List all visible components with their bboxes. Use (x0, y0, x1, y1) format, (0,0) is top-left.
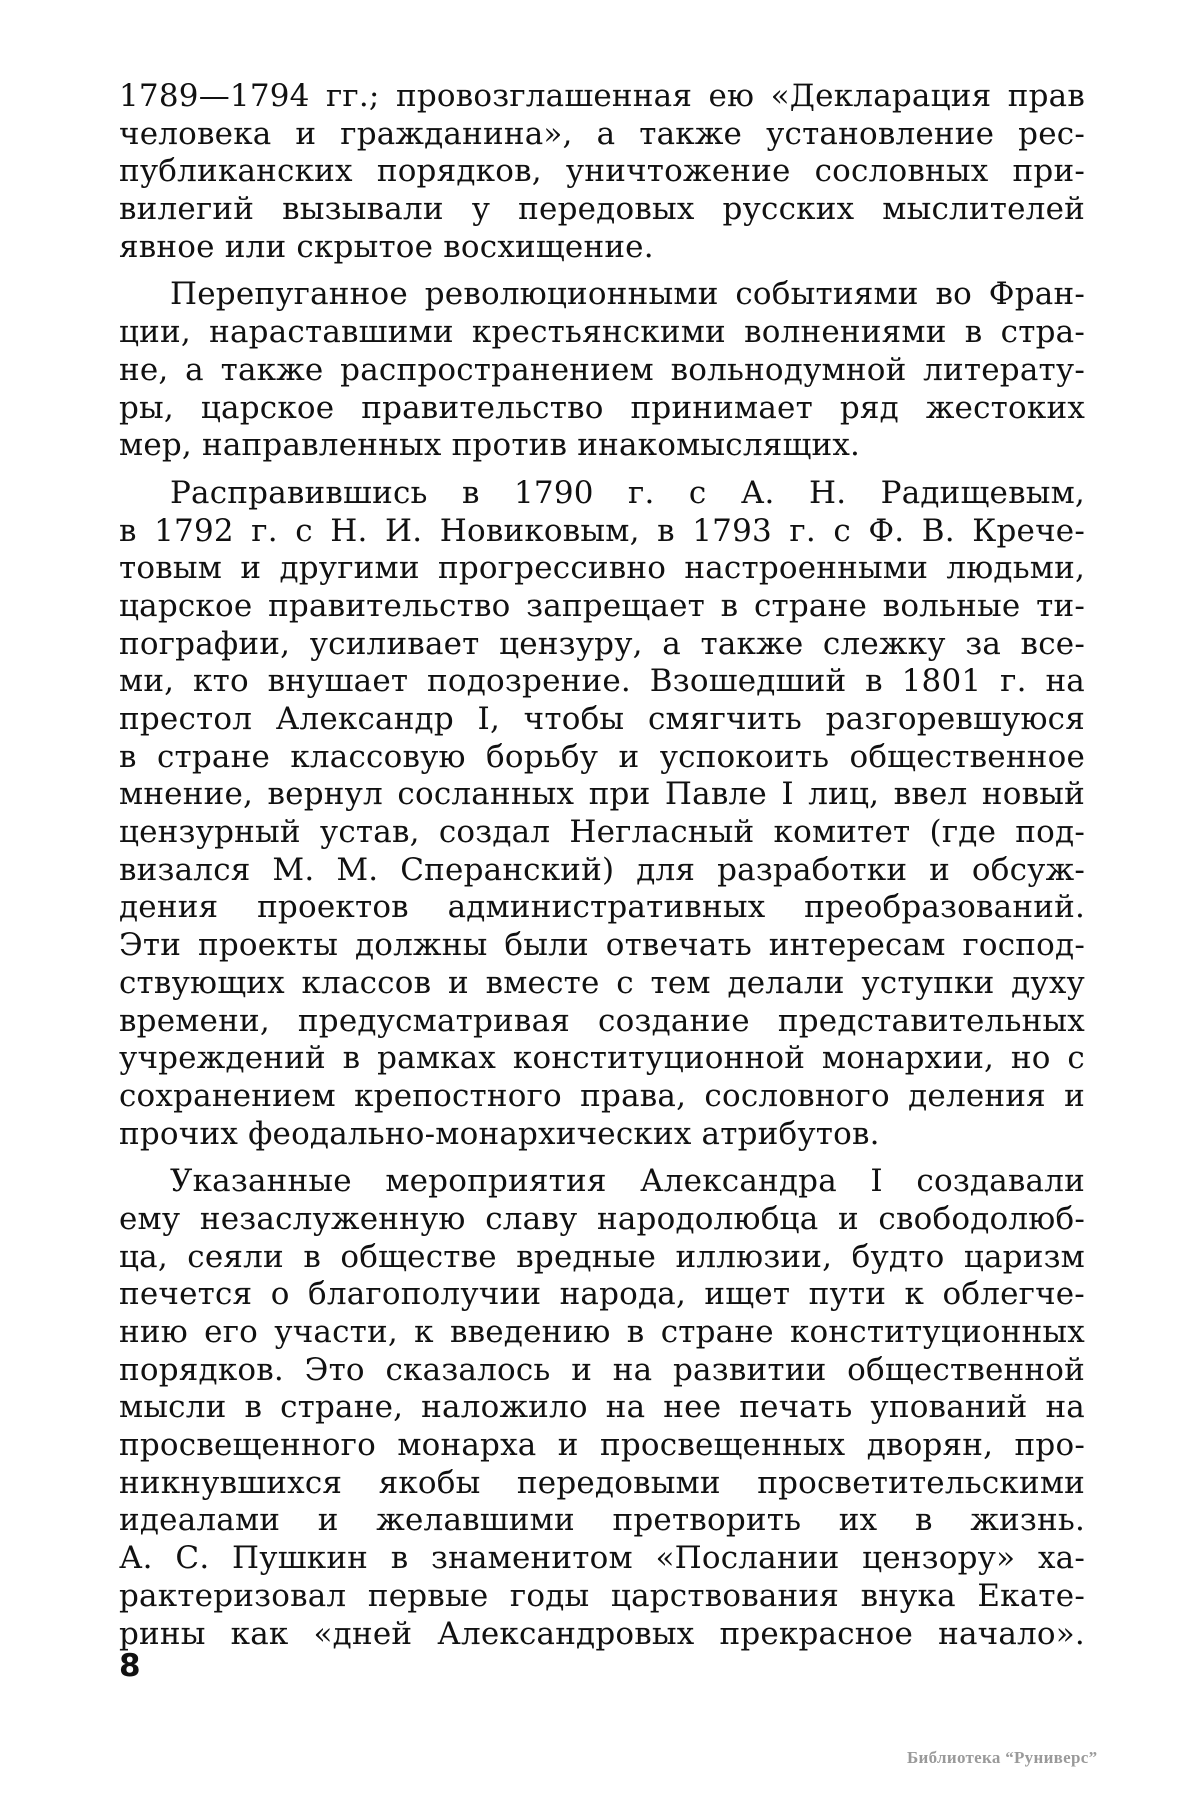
text-line: в 1792 г. с Н. И. Новиковым, в 1793 г. с Ф. В. Крече- (119, 512, 1085, 549)
text-line: мнение, вернул сосланных при Павле I лиц, ввел новый (119, 776, 1085, 813)
text-line: Указанные мероприятия Александра I создавали (170, 1163, 1085, 1200)
body-text (119, 78, 1085, 1653)
text-line: Эти проекты должны были отвечать интересам господ- (119, 927, 1085, 964)
text-line: порядков. Это сказалось и на развитии общественной (119, 1351, 1085, 1388)
text-line: ми, кто внушает подозрение. Взошедший в 1801 г. на (119, 663, 1085, 700)
text-line: никнувшихся якобы передовыми просветительскими (119, 1464, 1085, 1501)
text-line: товым и другими прогрессивно настроенными людьми, (119, 550, 1085, 587)
text-line: ции, нараставшими крестьянскими волнениями в стра- (119, 314, 1085, 351)
text-line: просвещенного монарха и просвещенных дворян, про- (119, 1427, 1085, 1464)
text-line: ца, сеяли в обществе вредные иллюзии, будто царизм (119, 1238, 1085, 1275)
page-number: 8 (119, 1648, 141, 1684)
text-line: А. С. Пушкин в знаменитом «Послании цензору» ха- (119, 1540, 1085, 1577)
text-line: цензурный устав, создал Негласный комитет (где под- (119, 814, 1085, 851)
text-line: прочих феодально-монархических атрибутов. (119, 1115, 880, 1152)
text-line: рактеризовал первые годы царствования внука Екате- (119, 1577, 1085, 1614)
text-line: в стране классовую борьбу и успокоить общественное (119, 738, 1085, 775)
text-line: Перепуганное революционными событиями во Фран- (170, 276, 1085, 313)
paragraph-gap (119, 465, 1085, 475)
text-line: вилегий вызывали у передовых русских мыслителей (119, 191, 1085, 228)
paragraph-gap (119, 266, 1085, 276)
text-line: ры, царское правительство принимает ряд жестоких (119, 389, 1085, 426)
text-line: времени, предусматривая создание представительных (119, 1002, 1085, 1039)
text-line: Расправившись в 1790 г. с А. Н. Радищевым, (170, 474, 1085, 511)
text-line: визался М. М. Сперанский) для разработки и обсуж- (119, 851, 1085, 888)
text-line: идеалами и желавшими претворить их в жизнь. (119, 1502, 1085, 1539)
library-watermark: Библиотека “Руниверс” (907, 1748, 1098, 1767)
text-line: пографии, усиливает цензуру, а также слежку за все- (119, 625, 1085, 662)
text-line: человека и гражданина», а также установление рес- (119, 115, 1085, 152)
text-line: печется о благополучии народа, ищет пути к облегче- (119, 1276, 1085, 1313)
paragraph-gap (119, 1153, 1085, 1163)
text-line: публиканских порядков, уничтожение сословных при- (119, 153, 1085, 190)
paragraph-1 (119, 78, 1085, 266)
text-line: мысли в стране, наложило на нее печать упований на (119, 1389, 1085, 1426)
text-line: 1789—1794 гг.; провозглашенная ею «Декларация прав (119, 78, 1085, 114)
text-line: не, а также распространением вольнодумной литерату- (119, 351, 1085, 388)
text-line: учреждений в рамках конституционной монархии, но с (119, 1040, 1085, 1077)
text-line: сохранением крепостного права, сословного деления и (119, 1077, 1085, 1114)
paragraph-4 (119, 1163, 1085, 1653)
text-line: нию его участи, к введению в стране конституционных (119, 1314, 1085, 1350)
text-line: рины как «дней Александровых прекрасное начало». (119, 1615, 1085, 1652)
paragraph-2 (119, 276, 1085, 464)
text-line: дения проектов административных преобразований. (119, 889, 1085, 926)
text-line: престол Александр I, чтобы смягчить разгоревшуюся (119, 701, 1085, 737)
text-line: ему незаслуженную славу народолюбца и свободолюб- (119, 1200, 1085, 1237)
text-line: явное или скрытое восхищение. (119, 228, 654, 265)
paragraph-3 (119, 475, 1085, 1153)
text-line: мер, направленных против инакомыслящих. (119, 427, 861, 464)
text-line: царское правительство запрещает в стране вольные ти- (119, 587, 1085, 624)
text-line: ствующих классов и вместе с тем делали уступки духу (119, 964, 1085, 1001)
